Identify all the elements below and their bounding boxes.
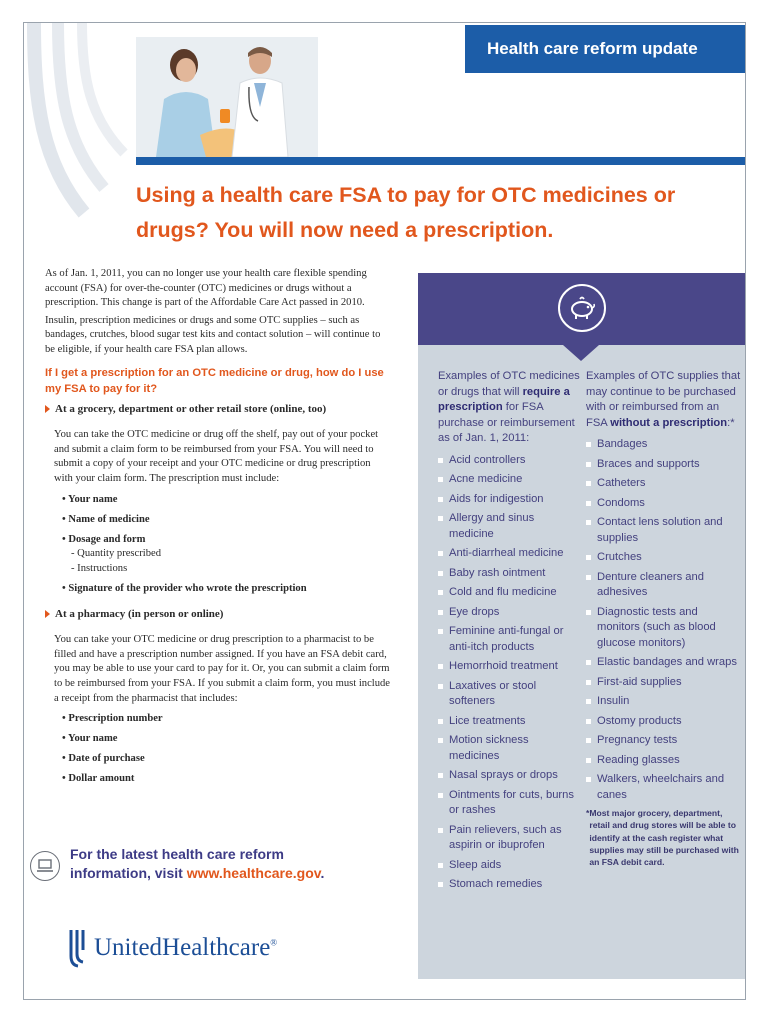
laptop-icon: [30, 851, 60, 881]
list-item: Laxatives or stool softeners: [438, 679, 580, 710]
list-item: Pain relievers, such as aspirin or ibuprofen: [438, 823, 580, 854]
list-item: • Dollar amount: [62, 772, 390, 787]
list-item: Pregnancy tests: [586, 733, 741, 749]
examples-panel: [418, 273, 746, 979]
list-item: First-aid supplies: [586, 675, 741, 691]
headline: Using a health care FSA to pay for OTC medicines or drugs? You will now need a prescription.: [136, 183, 676, 242]
panel-header: [418, 273, 746, 345]
list-item: Eye drops: [438, 605, 580, 621]
panel-pointer: [563, 345, 599, 361]
list-item: Contact lens solution and supplies: [586, 515, 741, 546]
list-item: Elastic bandages and wraps: [586, 655, 741, 671]
banner-title: Health care reform update: [465, 25, 746, 73]
pharmacy-requirements-list: [45, 712, 390, 787]
column-intro: Examples of OTC medicines or drugs that will require a prescription for FSA purchase or reimbursement as of Jan. 1, 2011:: [438, 370, 580, 444]
list-item: Ostomy products: [586, 714, 741, 730]
pharmacist-photo: [136, 37, 318, 157]
sub-item: - Quantity prescribed: [71, 548, 162, 560]
piggy-bank-icon: [558, 284, 606, 332]
retail-heading: At a grocery, department or other retail store (online, too): [45, 402, 390, 417]
list-item: Motion sickness medicines: [438, 733, 580, 764]
list-item: Insulin: [586, 694, 741, 710]
intro-paragraph: Insulin, prescription medicines or drugs and some OTC supplies – such as bandages, crutches, blood sugar test kits and contact solution – will continue to be eligible, if your health care FSA plan allows.: [45, 314, 381, 355]
latest-info-text: For the latest health care reform information, visit www.healthcare.gov.: [70, 846, 325, 881]
pharmacy-body: You can take your OTC medicine or drug prescription to a pharmacist to be filled and have a prescription number assigned. If you have an FSA debit card, you may be able to use your card to pay for it. Or, you can submit a claim form to be reimbursed from your FSA. If you submit a claim form, you must include a receipt from the pharmacist that includes:: [54, 634, 391, 704]
main-column: [45, 267, 390, 793]
list-item: • Date of purchase: [62, 752, 390, 767]
list-item: Hemorrhoid treatment: [438, 659, 580, 675]
list-item: • Name of medicine: [62, 513, 390, 528]
no-rx-list: [586, 437, 741, 803]
intro-paragraph: As of Jan. 1, 2011, you can no longer use your health care flexible spending account (FSA) for over-the-counter (OTC) medicines or drugs without a prescription. This change is part of the Affordable Care Act passed in 2010.: [45, 268, 367, 309]
list-item: Aids for indigestion: [438, 492, 580, 508]
healthcare-gov-link[interactable]: www.healthcare.gov: [186, 865, 321, 881]
no-rx-column: [586, 369, 741, 868]
list-item: Cold and flu medicine: [438, 585, 580, 601]
list-item: • Your name: [62, 493, 390, 508]
list-item: Nasal sprays or drops: [438, 768, 580, 784]
list-item: Crutches: [586, 550, 741, 566]
list-item: Diagnostic tests and monitors (such as blood glucose monitors): [586, 605, 741, 652]
list-item: • Dosage and form - Quantity prescribed - Instructions: [62, 533, 390, 577]
list-item: Acid controllers: [438, 453, 580, 469]
list-item: Denture cleaners and adhesives: [586, 570, 741, 601]
list-item: • Prescription number: [62, 712, 390, 727]
blue-divider: [136, 157, 746, 165]
list-item: Acne medicine: [438, 472, 580, 488]
list-item: Stomach remedies: [438, 877, 580, 893]
retail-body: You can take the OTC medicine or drug off the shelf, pay out of your pocket and submit a claim form to be reimbursed from your FSA. You will need to submit a copy of your receipt and your OTC medicine or drug prescription with your claim form. The prescription must include:: [54, 429, 379, 484]
document-page: [23, 22, 746, 1000]
list-item: Reading glasses: [586, 753, 741, 769]
question-heading: If I get a prescription for an OTC medicine or drug, how do I use my FSA to pay for it?: [45, 366, 384, 395]
footnote: * Most major grocery, department, retail and drug stores will be able to identify at the cash register what supplies may still be purchased with an FSA debit card.: [586, 808, 739, 868]
unitedhealthcare-logo: UnitedHealthcare®: [68, 928, 277, 968]
list-item: Walkers, wheelchairs and canes: [586, 772, 741, 803]
column-intro: Examples of OTC supplies that may continue to be purchased with or reimbursed from an FSA without a prescription:*: [586, 370, 741, 429]
uhc-logo-icon: [68, 928, 88, 968]
list-item: Anti-diarrheal medicine: [438, 546, 580, 562]
sub-item: - Instructions: [71, 562, 128, 574]
list-item: Condoms: [586, 496, 741, 512]
rx-required-list: [438, 453, 580, 893]
list-item: Catheters: [586, 476, 741, 492]
latest-info-callout: [30, 845, 324, 883]
list-item: • Signature of the provider who wrote the prescription: [62, 582, 390, 597]
pharmacy-heading: At a pharmacy (in person or online): [45, 607, 390, 622]
list-item: Lice treatments: [438, 714, 580, 730]
list-item: • Your name: [62, 732, 390, 747]
rx-required-column: [438, 369, 580, 897]
triangle-bullet-icon: [45, 405, 50, 413]
list-item: Sleep aids: [438, 858, 580, 874]
list-item: Braces and supports: [586, 457, 741, 473]
list-item: Allergy and sinus medicine: [438, 511, 580, 542]
list-item: Bandages: [586, 437, 741, 453]
retail-requirements-list: [45, 493, 390, 597]
list-item: Baby rash ointment: [438, 566, 580, 582]
list-item: Ointments for cuts, burns or rashes: [438, 788, 580, 819]
list-item: Feminine anti-fungal or anti-itch products: [438, 624, 580, 655]
triangle-bullet-icon: [45, 610, 50, 618]
